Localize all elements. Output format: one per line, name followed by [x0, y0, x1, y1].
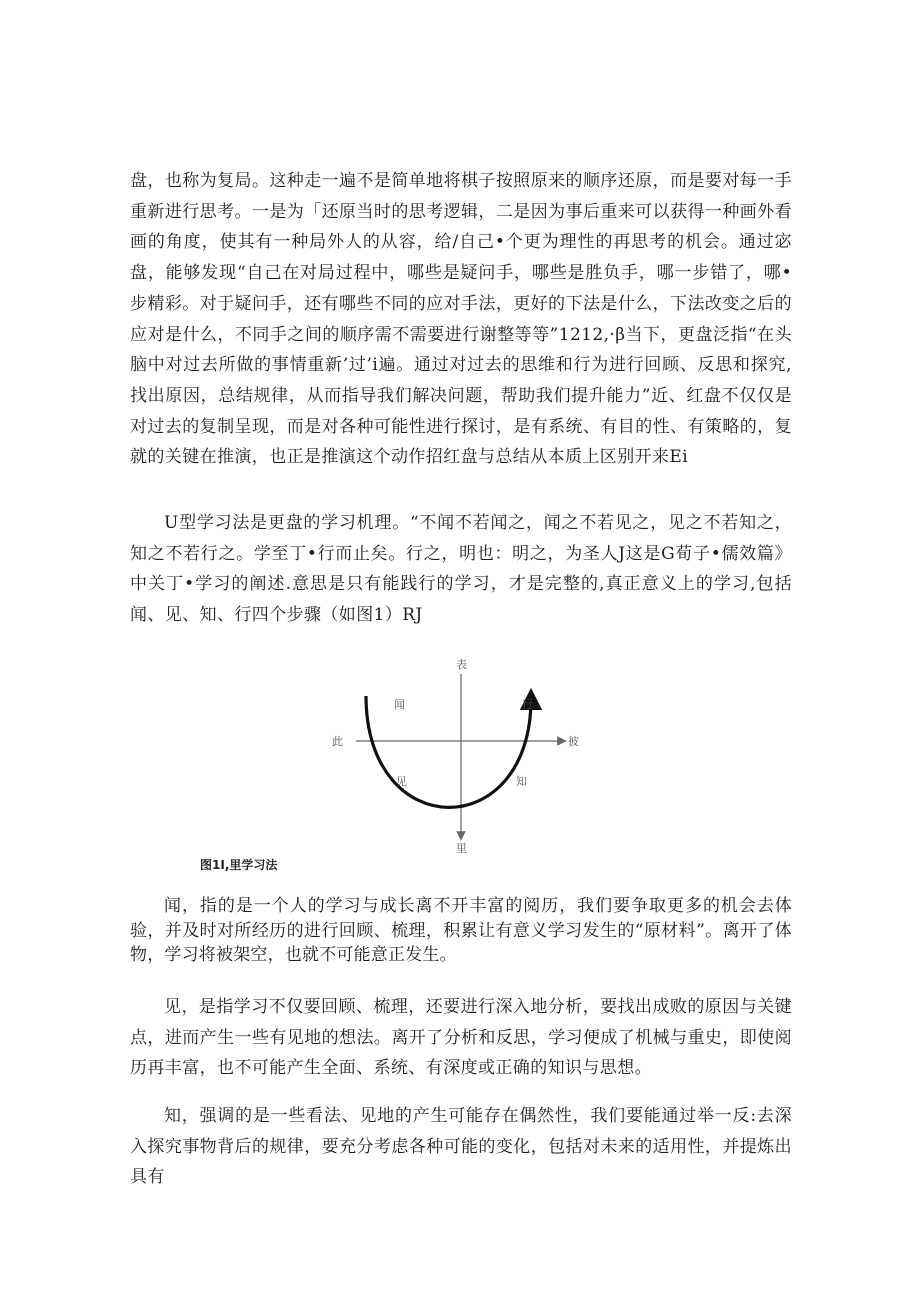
- label-zhi: 知: [516, 775, 527, 788]
- paragraph-zhi: 知，强调的是一些看法、见地的产生可能存在偶然性，我们要能通过举一反:去深入探究事物背后的规律，要充分考虑各种可能的变化，包括对未来的适用性，并提炼出具有: [130, 1106, 792, 1188]
- label-bottom: 里: [456, 842, 467, 855]
- label-top: 表: [456, 658, 467, 671]
- paragraph-jian: 见，是指学习不仅要回顾、梳理，还要进行深入地分析，要找出成败的原因与关键点，进而产生一些有见地的想法。离开了分析和反思，学习便成了机械与重史，即使阅历再丰富，也不可能产生全面、系统、有深度或正确的知识与思想。: [130, 997, 792, 1079]
- u-curve-arrow: [366, 696, 531, 807]
- paragraph-u-learning-method: U型学习法是更盘的学习机理。“不闻不若闻之，闻之不若见之，见之不若知之，知之不若行之。学至丁•行而止矣。行之，明也：明之，为圣人J这是G荀子•儒效篇》中关丁•学习的阐述.意思是只有能践行的学习，才是完整的,真正意义上的学习,包括闻、见、知、行四个步骤（如图1）RJ: [130, 513, 792, 626]
- label-left: 此: [332, 735, 343, 748]
- label-right: 彼: [568, 735, 579, 748]
- label-xing: 行: [522, 698, 533, 711]
- u-learning-diagram: [326, 654, 596, 864]
- label-wen: 闻: [394, 698, 405, 711]
- u-diagram-svg: [326, 654, 596, 864]
- paragraph-wen: 闻，指的是一个人的学习与成长离不开丰富的阅历，我们要争取更多的机会去体验，并及时对所经历的进行回顾、梳理，积累让有意义学习发生的“原材料”。离开了体物，学习将被架空，也就不可能意正发生。: [130, 896, 792, 965]
- label-jian: 见: [396, 775, 407, 788]
- figure-caption: 图1I,里学习法: [200, 858, 278, 872]
- paragraph-fupan-definition: 盘，也称为复局。这种走一遍不是简单地将棋子按照原来的顺序还原，而是要对每一手重新进行思考。一是为「还原当时的思考逻辑，二是因为事后重来可以获得一种画外看画的角度，使其有一种局外人的从容，给/自己•个更为理性的再思考的机会。通过宓盘，能够发现“自己在对局过程中，哪些是疑问手，哪些是胜负手，哪一步错了，哪•步精彩。对于疑问手，还有哪些不同的应对手法，更好的下法是什么，下法改变之后的应对是什么，不同手之间的顺序需不需要进行谢整等等”1212,·β当下，更盘泛指“在头脑中对过去所做的事情重新’过’i遍。通过对过去的思维和行为进行回顾、反思和探究,找出原因，总结规律，从而指导我们解决问题，帮助我们提升能力”近、红盘不仅仅是对过去的复制呈现，而是对各种可能性进行探讨，是有系统、有目的性、有策略的，复就的关键在推演，也正是推演这个动作招红盘与总结从本质上区别开来Ei: [130, 171, 792, 468]
